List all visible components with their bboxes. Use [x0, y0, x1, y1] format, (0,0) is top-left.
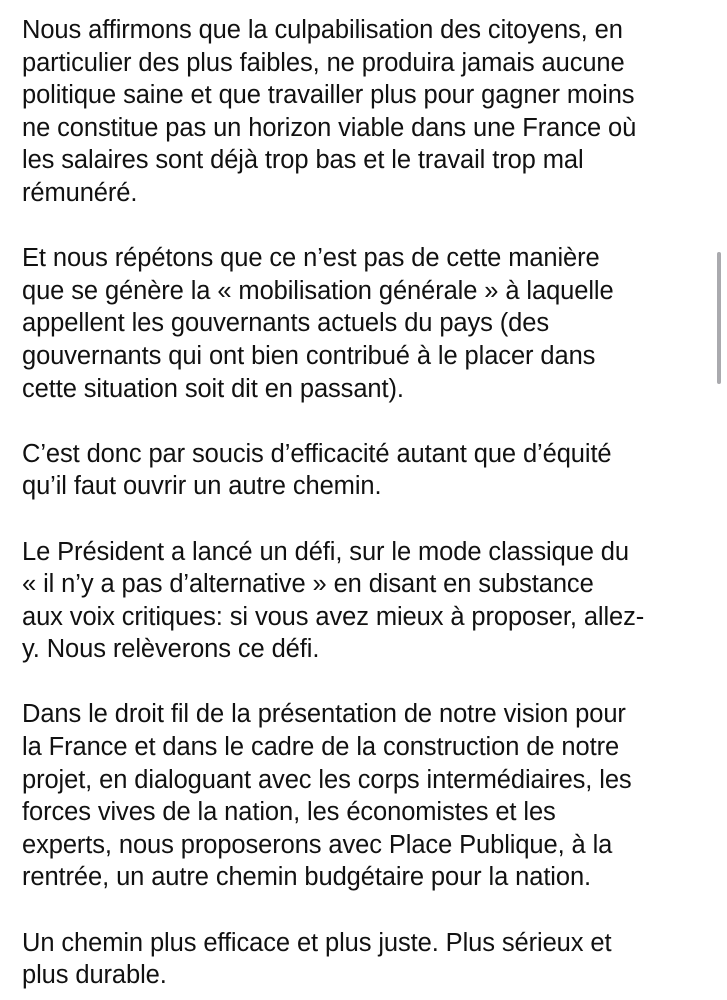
- text-line: Un chemin plus efficace et plus juste. Plus sérieux et: [22, 928, 612, 957]
- text-line: que se génère la « mobilisation générale » à laquelle: [22, 276, 614, 305]
- paragraph-5: [22, 698, 722, 894]
- paragraph-spacer: [22, 210, 722, 243]
- paragraph-6: [22, 927, 722, 992]
- text-line: politique saine et que travailler plus pour gagner moins: [22, 81, 635, 110]
- text-line: Dans le droit fil de la présentation de notre vision pour: [22, 700, 626, 729]
- text-line: les salaires sont déjà trop bas et le travail trop mal: [22, 146, 584, 175]
- text-line: rentrée, un autre chemin budgétaire pour la nation.: [22, 863, 592, 892]
- paragraph-2: [22, 242, 722, 405]
- text-document: [22, 14, 722, 992]
- paragraph-1: [22, 14, 722, 210]
- paragraph-3: [22, 438, 722, 503]
- text-line: y. Nous relèverons ce défi.: [22, 635, 320, 664]
- text-line: « il n’y a pas d’alternative » en disant en substance: [22, 570, 594, 599]
- text-line: ne constitue pas un horizon viable dans une France où: [22, 113, 637, 142]
- text-line: Et nous répétons que ce n’est pas de cette manière: [22, 244, 600, 273]
- text-line: Le Président a lancé un défi, sur le mode classique du: [22, 537, 629, 566]
- text-line: la France et dans le cadre de la construction de notre: [22, 733, 620, 762]
- paragraph-4: [22, 536, 722, 666]
- paragraph-spacer: [22, 666, 722, 699]
- paragraph-spacer: [22, 503, 722, 536]
- text-line: forces vives de la nation, les économistes et les: [22, 798, 556, 827]
- paragraph-spacer: [22, 405, 722, 438]
- text-line: experts, nous proposerons avec Place Publique, à la: [22, 830, 613, 859]
- text-line: cette situation soit dit en passant).: [22, 374, 404, 403]
- text-line: particulier des plus faibles, ne produira jamais aucune: [22, 48, 625, 77]
- text-line: gouvernants qui ont bien contribué à le placer dans: [22, 341, 596, 370]
- text-line: rémunéré.: [22, 178, 138, 207]
- text-line: qu’il faut ouvrir un autre chemin.: [22, 472, 382, 501]
- text-line: plus durable.: [22, 961, 167, 990]
- text-line: appellent les gouvernants actuels du pays (des: [22, 309, 549, 338]
- text-line: aux voix critiques: si vous avez mieux à proposer, allez-: [22, 602, 645, 631]
- vertical-scrollbar[interactable]: [717, 252, 721, 384]
- text-line: projet, en dialoguant avec les corps intermédiaires, les: [22, 765, 632, 794]
- text-line: C’est donc par soucis d’efficacité autant que d’équité: [22, 439, 612, 468]
- text-line: Nous affirmons que la culpabilisation des citoyens, en: [22, 16, 623, 44]
- paragraph-spacer: [22, 894, 722, 927]
